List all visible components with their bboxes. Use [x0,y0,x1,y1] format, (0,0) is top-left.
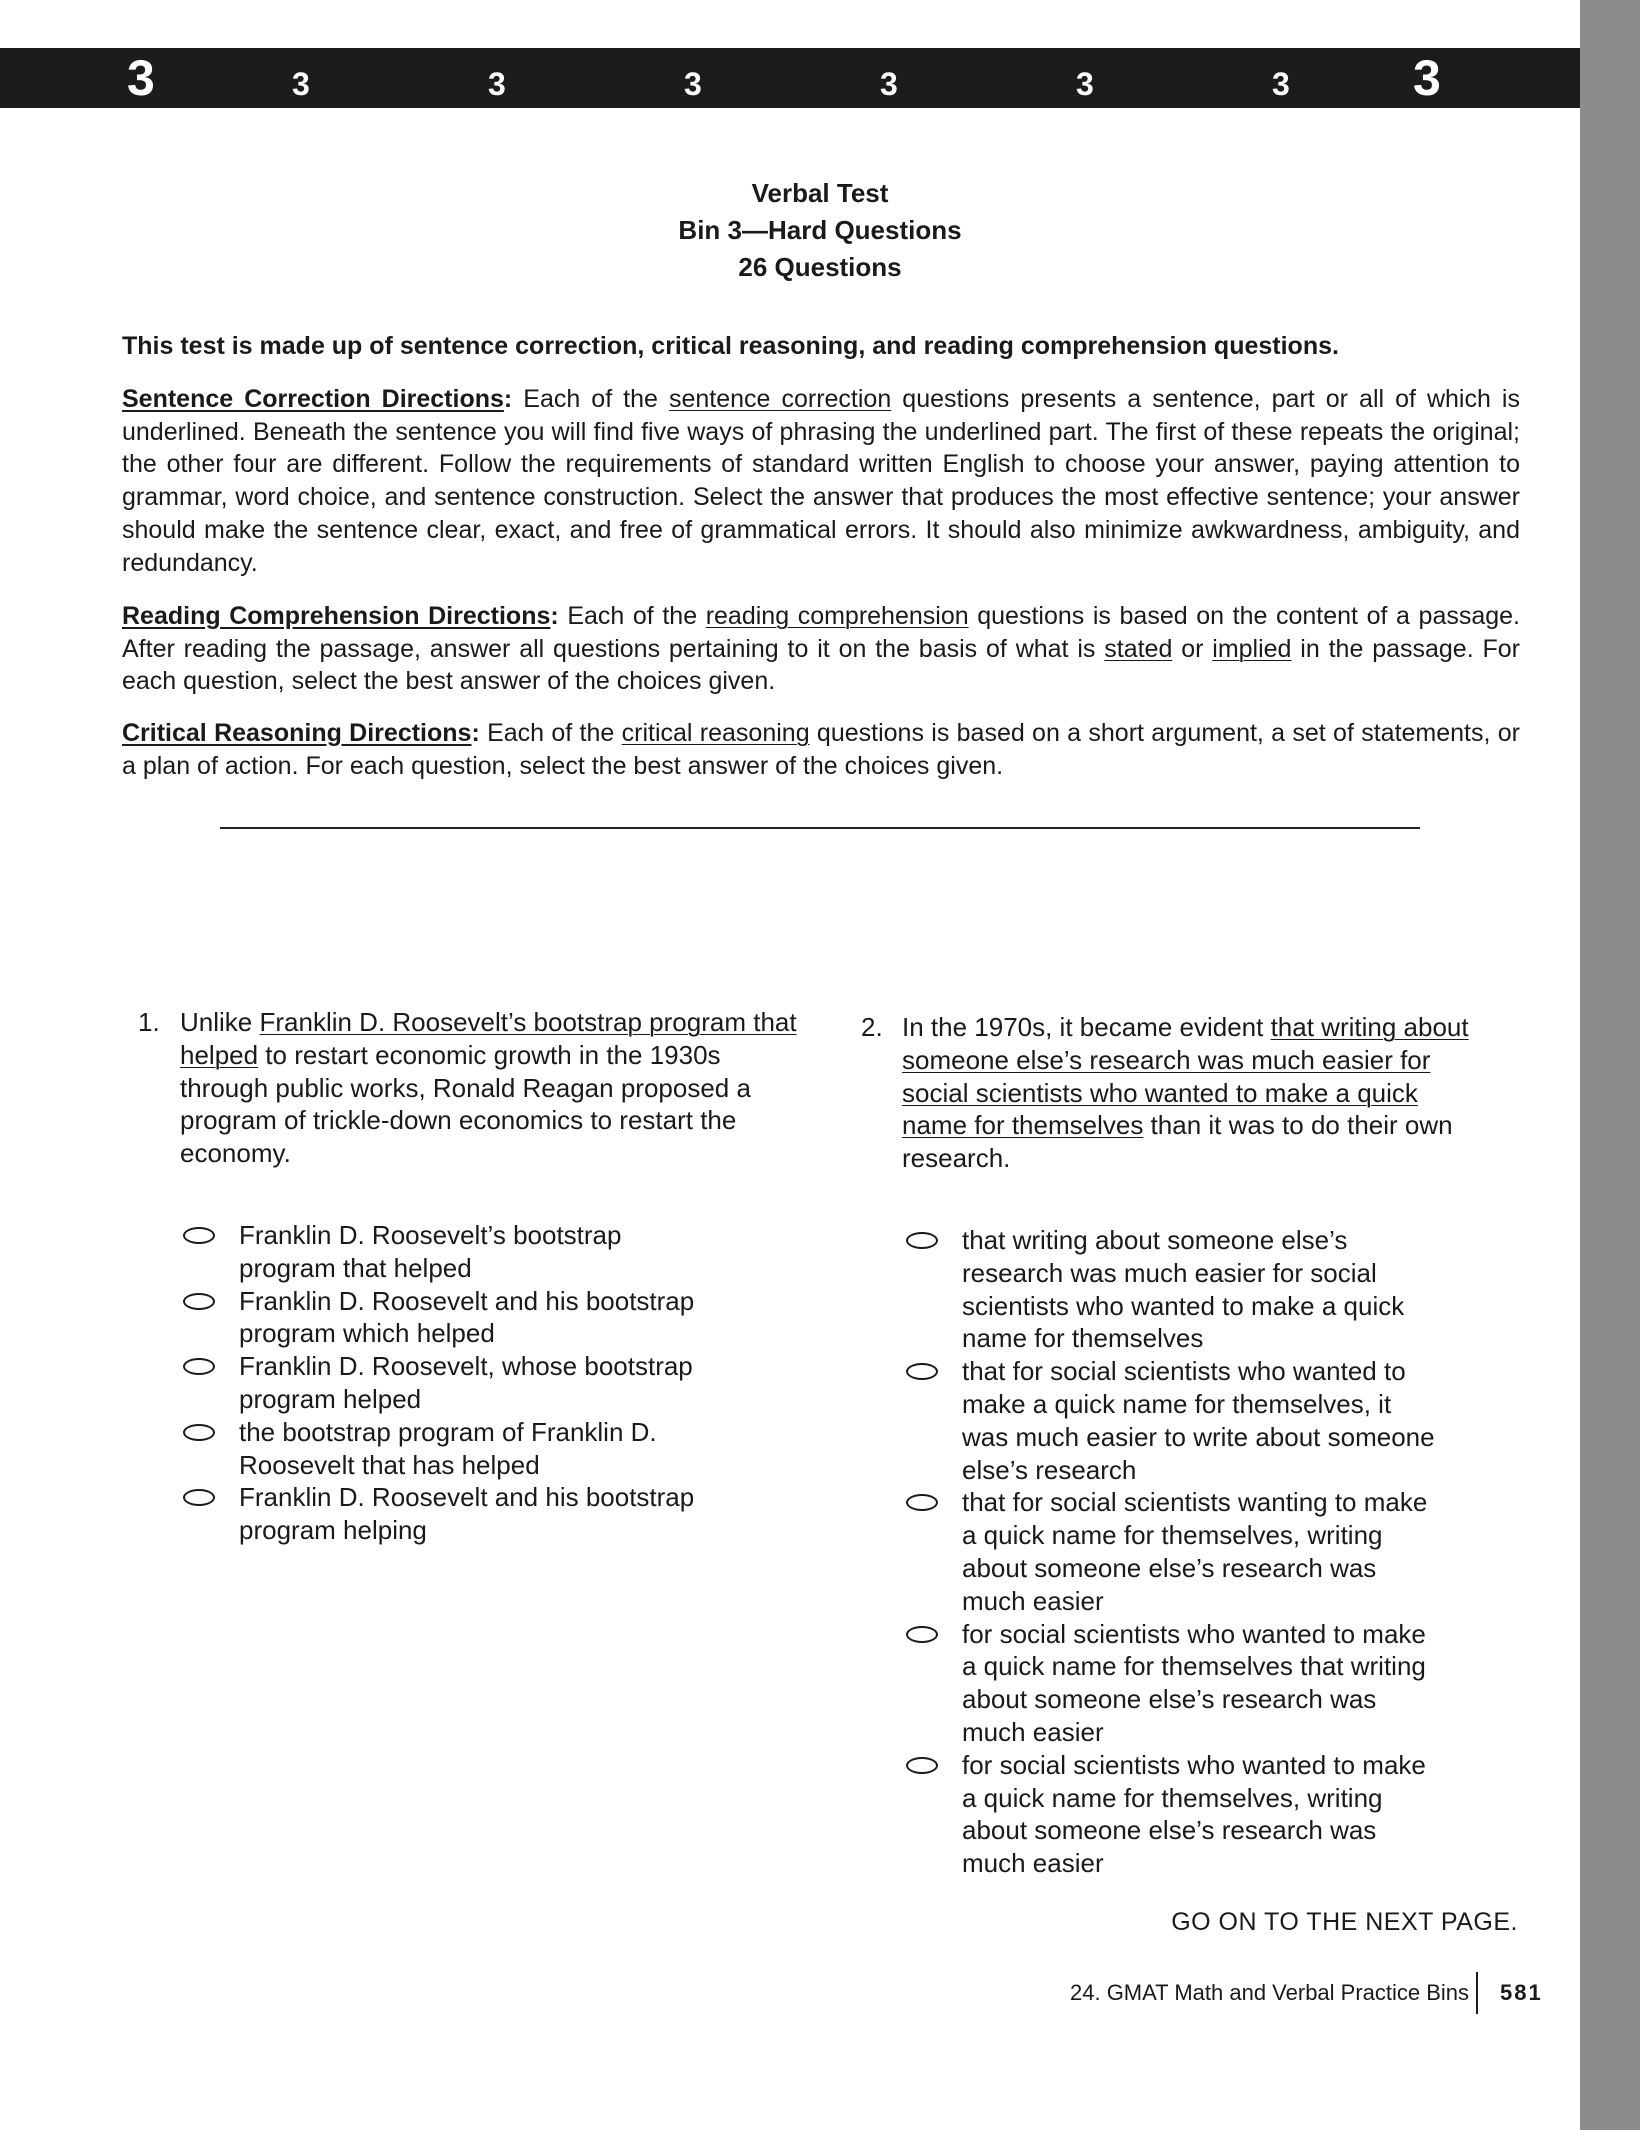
page-edge-bar [1580,0,1640,2130]
answer-bubble[interactable] [183,1358,215,1375]
page-number: 581 [1500,1980,1543,2005]
underlined-term: implied [1212,634,1292,663]
banner-number: 3 [488,66,506,102]
banner-number: 3 [1272,66,1290,102]
answer-choice[interactable]: for social scientists who wanted to make a quick name for themselves that writing about someone else’s research was much easier [962,1618,1437,1749]
underlined-term: stated [1104,634,1173,663]
banner-number: 3 [684,66,702,102]
answer-bubble[interactable] [183,1424,215,1441]
underlined-term: sentence correction [668,385,892,413]
critical-reasoning-directions: Critical Reasoning Directions: Each of the critical reasoning questions is based on a short argument, a set of statements, or a plan of action. For each question, select the best answer of the choices given. [122,719,1520,780]
banner-number: 3 [127,50,155,106]
answer-bubble[interactable] [906,1757,938,1774]
underlined-term: critical reasoning [621,719,810,747]
answer-bubble[interactable] [183,1227,215,1244]
footer-divider [1476,1972,1478,2014]
question-stem: Unlike Franklin D. Roosevelt’s bootstrap program that helped to restart economic growth in the 1930s through public works, Ronald Reagan proposed a program of trickle-down economics to restart the economy. [180,1007,797,1169]
question-1-choices [239,1219,709,1547]
underlined-term: reading comprehension [705,602,969,630]
question-number: 1. [138,1007,160,1037]
banner-number: 3 [880,66,898,102]
answer-choice[interactable]: that for social scientists wanting to make a quick name for themselves, writing about someone else’s research was much easier [962,1486,1437,1617]
answer-choice[interactable]: that writing about someone else’s research was much easier for social scientists who wanted to make a quick name for themselves [962,1224,1437,1355]
question-stem: In the 1970s, it became evident that writing about someone else’s research was much easier for social scientists who wanted to make a quick name for themselves than it was to do their own research. [902,1012,1469,1174]
chapter-label: 24. GMAT Math and Verbal Practice Bins [1070,1980,1470,2005]
directions-heading: Critical Reasoning Directions [122,719,472,747]
answer-bubble[interactable] [906,1494,938,1511]
title-line: Verbal Test [751,178,889,208]
divider-line [220,827,1420,829]
reading-comprehension-directions: Reading Comprehension Directions: Each of the reading comprehension questions is based on the content of a passage. After reading the passage, answer all questions pertaining to it on the basis of what is stated or implied in the passage. For each question, select the best answer of the choices given. [122,602,1520,696]
answer-bubble[interactable] [183,1293,215,1310]
banner-number: 3 [1076,66,1094,102]
answer-choice[interactable]: Franklin D. Roosevelt and his bootstrap program helping [239,1481,709,1547]
answer-choice[interactable]: that for social scientists who wanted to make a quick name for themselves, it was much easier to write about someone else’s research [962,1355,1437,1486]
directions-heading: Sentence Correction Directions [122,385,504,413]
underlined-portion: that writing about someone else’s research was much easier for social scientists who wanted to make a quick name for themselves [902,1012,1469,1141]
answer-bubble[interactable] [906,1626,938,1643]
test-intro: This test is made up of sentence correction, critical reasoning, and reading comprehension questions. [122,332,1339,360]
sentence-correction-directions: Sentence Correction Directions: Each of the sentence correction questions presents a sentence, part or all of which is underlined. Beneath the sentence you will find five ways of phrasing the underlined part. The first of these repeats the original; the other four are different. Follow the requirements of standard written English to choose your answer, paying attention to grammar, word choice, and sentence construction. Select the answer that produces the most effective sentence; your answer should make the sentence clear, exact, and free of grammatical errors. It should also minimize awkwardness, ambiguity, and redundancy. [122,385,1520,577]
answer-choice[interactable]: Franklin D. Roosevelt, whose bootstrap program helped [239,1350,709,1416]
go-on-notice: GO ON TO THE NEXT PAGE. [1171,1908,1518,1936]
page-footer [1070,1980,1543,2006]
answer-choice[interactable]: Franklin D. Roosevelt’s bootstrap program that helped [239,1219,709,1285]
title-line: Bin 3—Hard Questions [678,215,962,245]
page-title [0,175,1640,286]
directions-heading: Reading Comprehension Directions [122,602,551,630]
question-number: 2. [861,1012,883,1042]
answer-choice[interactable]: for social scientists who wanted to make a quick name for themselves, writing about someone else’s research was much easier [962,1749,1437,1880]
answer-choice[interactable]: the bootstrap program of Franklin D. Roosevelt that has helped [239,1416,709,1482]
underlined-portion: Franklin D. Roosevelt’s bootstrap program that helped [180,1007,797,1070]
answer-bubble[interactable] [906,1363,938,1380]
banner-number: 3 [1413,50,1441,106]
question-2-choices [962,1224,1437,1880]
answer-choice[interactable]: Franklin D. Roosevelt and his bootstrap program which helped [239,1285,709,1351]
title-line: 26 Questions [738,252,902,282]
answer-bubble[interactable] [183,1489,215,1506]
banner-number: 3 [292,66,310,102]
section-banner [0,48,1580,108]
answer-bubble[interactable] [906,1232,938,1249]
